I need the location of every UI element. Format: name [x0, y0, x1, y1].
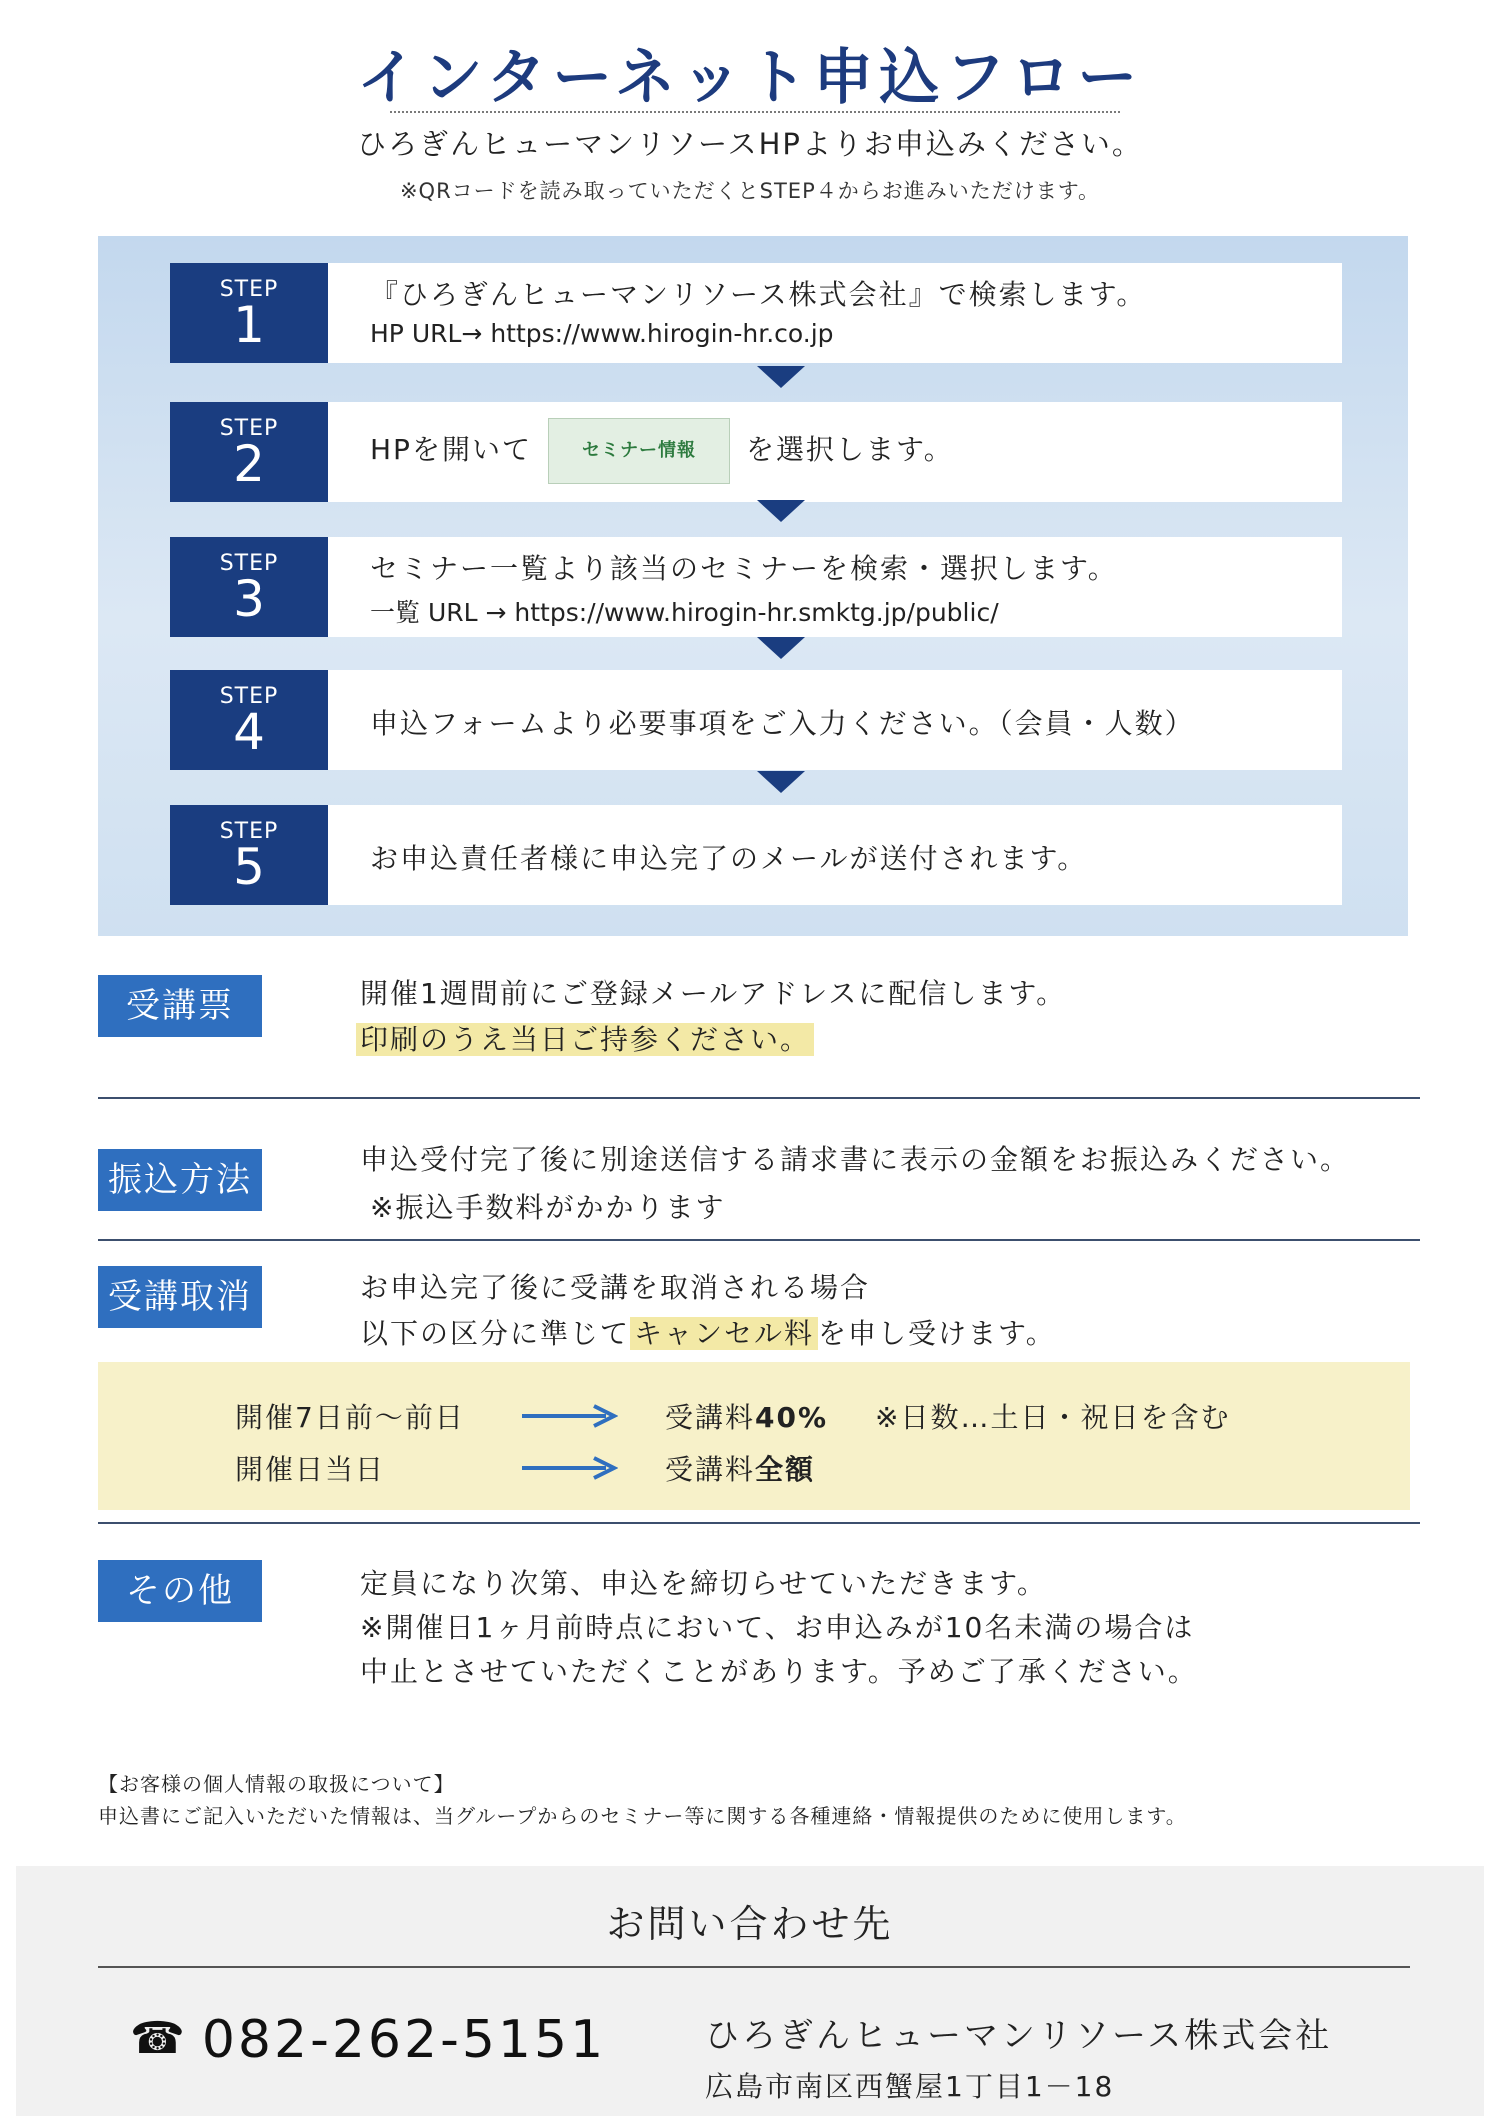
step-word: STEP — [219, 684, 279, 709]
ticket-label: 受講票 — [98, 975, 262, 1037]
fee-prefix: 受講料 — [665, 1453, 756, 1486]
flow-arrow-down-icon — [757, 637, 805, 659]
step-number: 2 — [233, 435, 265, 493]
section-divider — [98, 1522, 1420, 1524]
cancel-line-2 — [360, 1312, 1056, 1352]
privacy-heading: 【お客様の個人情報の取扱について】 — [98, 1772, 455, 1796]
ticket-line-2 — [356, 1018, 814, 1058]
flow-arrow-down-icon — [757, 771, 805, 793]
title-divider — [390, 111, 1120, 113]
step-word: STEP — [219, 551, 279, 576]
ticket-highlight: 印刷のうえ当日ご持参ください。 — [356, 1023, 814, 1056]
other-line-1: 定員になり次第、申込を締切らせていただきます。 — [360, 1567, 1047, 1600]
step-3 — [170, 537, 1342, 637]
step-text-after: を選択します。 — [745, 433, 954, 466]
company-address: 広島市南区西蟹屋1丁目1－18 — [705, 2070, 1115, 2103]
step-1 — [170, 263, 1342, 363]
phone-number[interactable] — [130, 2010, 606, 2070]
cancel-period-1: 開催7日前～前日 — [235, 1401, 465, 1434]
step-main-text — [370, 418, 954, 484]
step-text-before: HPを開いて — [370, 433, 532, 466]
cancel-fee-1 — [665, 1396, 828, 1436]
other-label: その他 — [98, 1560, 262, 1622]
cancel-line-1: お申込完了後に受講を取消される場合 — [360, 1271, 871, 1304]
step-number: 5 — [233, 838, 265, 896]
ticket-line-1: 開催1週間前にご登録メールアドレスに配信します。 — [360, 977, 1067, 1010]
step-main-text: お申込責任者様に申込完了のメールが送付されます。 — [370, 842, 1088, 875]
phone-text: 082-262-5151 — [201, 2010, 607, 2070]
step-number: 4 — [233, 703, 265, 761]
cancel-fee-highlight: キャンセル料 — [630, 1317, 818, 1350]
cancel-text-after: を申し受けます。 — [818, 1317, 1056, 1350]
step-main-text: セミナー一覧より該当のセミナーを検索・選択します。 — [370, 552, 1118, 585]
fee-value: 全額 — [755, 1453, 816, 1486]
cancel-label: 受講取消 — [98, 1266, 262, 1328]
section-divider — [98, 1097, 1420, 1099]
section-divider — [98, 1239, 1420, 1241]
step-word: STEP — [219, 416, 279, 441]
other-line-2: ※開催日1ヶ月前時点において、お申込みが10名未満の場合は — [360, 1611, 1195, 1644]
cancel-note: ※日数…土日・祝日を含む — [875, 1401, 1231, 1434]
company-name: ひろぎんヒューマンリソース株式会社 — [705, 2016, 1333, 2056]
qr-note: ※QRコードを読み取っていただくとSTEP４からお進みいただけます。 — [399, 179, 1101, 203]
page-title: インターネット申込フロー — [356, 43, 1144, 113]
step-body — [328, 402, 1342, 502]
step-main-text: 『ひろぎんヒューマンリソース株式会社』で検索します。 — [370, 278, 1147, 311]
step-badge — [170, 402, 328, 502]
cancel-period-2: 開催日当日 — [235, 1453, 386, 1486]
step-5 — [170, 805, 1342, 905]
step-2 — [170, 402, 1342, 502]
step-url-text[interactable]: HP URL→ https://www.hirogin-hr.co.jp — [370, 319, 834, 348]
cancel-text-before: 以下の区分に準じて — [360, 1317, 631, 1350]
payment-line-1: 申込受付完了後に別途送信する請求書に表示の金額をお振込みください。 — [360, 1143, 1351, 1176]
contact-divider — [98, 1966, 1410, 1968]
step-main-text: 申込フォームより必要事項をご入力ください。（会員・人数） — [370, 707, 1195, 740]
step-body — [328, 805, 1342, 905]
step-body — [328, 263, 1342, 363]
step-badge — [170, 670, 328, 770]
payment-label: 振込方法 — [98, 1149, 262, 1211]
fee-prefix: 受講料 — [665, 1401, 756, 1434]
contact-title: お問い合わせ先 — [606, 1902, 894, 1946]
step-4 — [170, 670, 1342, 770]
step-number: 3 — [233, 570, 265, 628]
step-body — [328, 537, 1342, 637]
phone-icon: ☎ — [130, 2013, 188, 2064]
seminar-info-button[interactable]: セミナー情報 — [548, 418, 730, 484]
flow-arrow-down-icon — [757, 366, 805, 388]
step-badge — [170, 263, 328, 363]
step-badge — [170, 537, 328, 637]
step-badge — [170, 805, 328, 905]
flow-arrow-down-icon — [757, 500, 805, 522]
step-url-text[interactable]: 一覧 URL → https://www.hirogin-hr.smktg.jp/public/ — [370, 598, 999, 627]
payment-line-2: ※振込手数料がかかります — [370, 1191, 726, 1224]
other-line-3: 中止とさせていただくことがあります。予めご了承ください。 — [360, 1655, 1198, 1688]
cancel-fee-2 — [665, 1448, 815, 1488]
arrow-right-icon — [522, 1403, 618, 1429]
step-word: STEP — [219, 277, 279, 302]
fee-value: 40% — [755, 1401, 829, 1434]
step-word: STEP — [219, 819, 279, 844]
step-number: 1 — [233, 296, 265, 354]
arrow-right-icon — [522, 1455, 618, 1481]
privacy-text: 申込書にご記入いただいた情報は、当グループからのセミナー等に関する各種連絡・情報提供のために使用します。 — [98, 1804, 1187, 1828]
intro-text: ひろぎんヒューマンリソースHPよりお申込みください。 — [357, 127, 1143, 161]
step-body — [328, 670, 1342, 770]
